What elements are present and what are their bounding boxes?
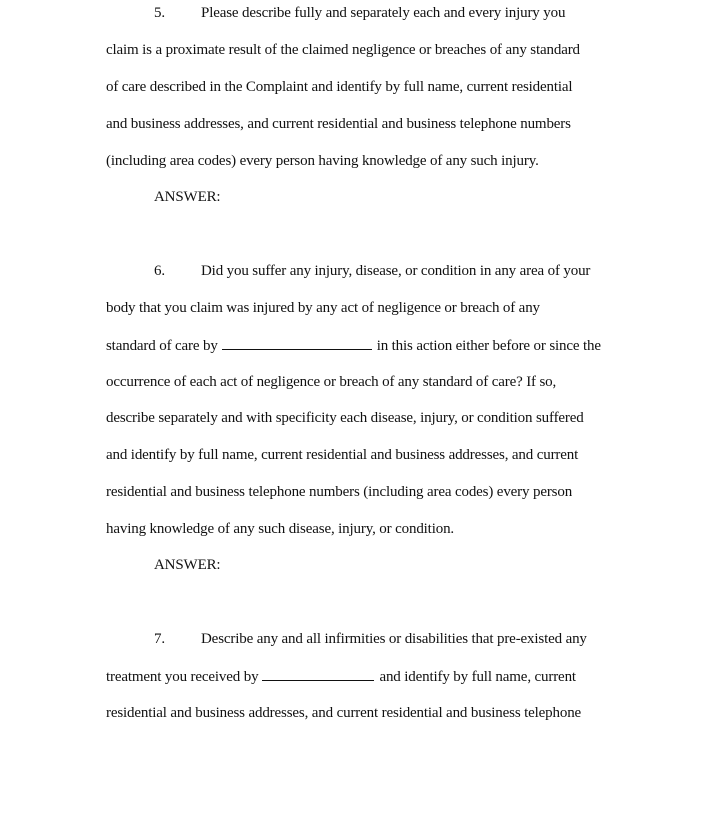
question-6-answer-label: ANSWER: xyxy=(154,557,221,573)
question-7-line-2 xyxy=(106,667,576,686)
question-6-blank-line[interactable] xyxy=(222,336,372,350)
question-5-line-4: and business addresses, and current residential and business telephone numbers xyxy=(106,116,571,132)
question-6-number: 6. xyxy=(154,263,165,279)
question-6-line-5: describe separately and with specificity each disease, injury, or condition suffered xyxy=(106,410,584,426)
question-7-line-3: residential and business addresses, and current residential and business telephone xyxy=(106,705,582,721)
question-5-number: 5. xyxy=(154,5,165,21)
question-7-text-1: Describe any and all infirmities or disabilities that pre-existed any xyxy=(201,631,587,647)
question-6-line-3 xyxy=(106,336,601,355)
question-6-line-4: occurrence of each act of negligence or breach of any standard of care? If so, xyxy=(106,374,557,390)
question-6-line-8: having knowledge of any such disease, injury, or condition. xyxy=(106,521,455,537)
question-7-line-1 xyxy=(154,630,587,648)
question-7-text-2a: treatment you received by xyxy=(106,669,259,685)
question-7-blank-line[interactable] xyxy=(262,667,374,681)
question-5-line-2: claim is a proximate result of the claimed negligence or breaches of any standard xyxy=(106,42,580,58)
question-5-answer-label: ANSWER: xyxy=(154,189,221,205)
question-6-line-2: body that you claim was injured by any act of negligence or breach of any xyxy=(106,300,540,316)
question-6-line-7: residential and business telephone numbers (including area codes) every person xyxy=(106,484,573,500)
question-5-line-3: of care described in the Complaint and identify by full name, current residential xyxy=(106,79,573,95)
question-5-text-1: Please describe fully and separately each and every injury you xyxy=(201,5,566,21)
question-6-text-3b: in this action either before or since the xyxy=(376,338,601,354)
question-5-line-5: (including area codes) every person having knowledge of any such injury. xyxy=(106,153,539,169)
question-6-line-6: and identify by full name, current residential and business addresses, and current xyxy=(106,447,579,463)
question-6-text-3a: standard of care by xyxy=(106,338,218,354)
question-7-number: 7. xyxy=(154,631,165,647)
question-5-line-1 xyxy=(154,4,565,22)
question-6-text-1: Did you suffer any injury, disease, or condition in any area of your xyxy=(201,263,591,279)
question-6-line-1 xyxy=(154,262,590,280)
question-7-text-2b: and identify by full name, current xyxy=(379,669,576,685)
